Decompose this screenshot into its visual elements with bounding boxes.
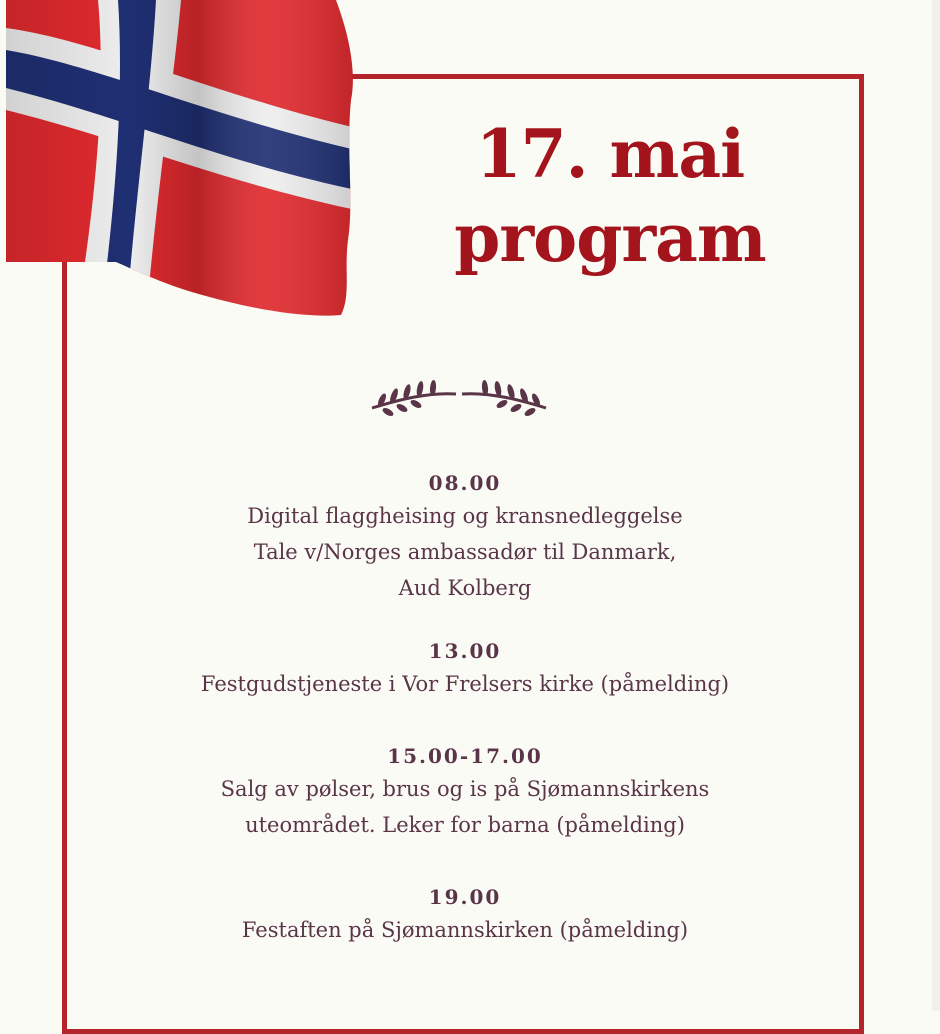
program-line: Digital flaggheising og kransnedleggelse [247,504,683,528]
program-item-2 [100,636,830,702]
program-line: Festaften på Sjømannskirken (påmelding) [241,918,689,942]
program-line: Festgudstjeneste i Vor Frelsers kirke (påmelding) [200,672,730,696]
program-line: uteområdet. Leker for barna (påmelding) [245,813,685,837]
program-time: 19.00 [428,885,502,909]
program-line: Aud Kolberg [398,576,532,600]
title-line-1: 17. mai [475,115,745,193]
laurel-branch-icon [368,370,550,420]
program-item-4 [100,882,830,948]
program-line: Salg av pølser, brus og is på Sjømannskirkens [220,777,710,801]
program-line: Tale v/Norges ambassadør til Danmark, [253,540,677,564]
title-line-2: program [454,199,766,277]
page-title [420,112,800,280]
norwegian-flag-icon [6,0,356,320]
program-item-3 [100,741,830,843]
program-time: 13.00 [428,639,502,663]
program-time: 15.00-17.00 [387,744,543,768]
program-time: 08.00 [428,471,502,495]
page-edge [932,0,940,1011]
program-item-1 [100,468,830,606]
